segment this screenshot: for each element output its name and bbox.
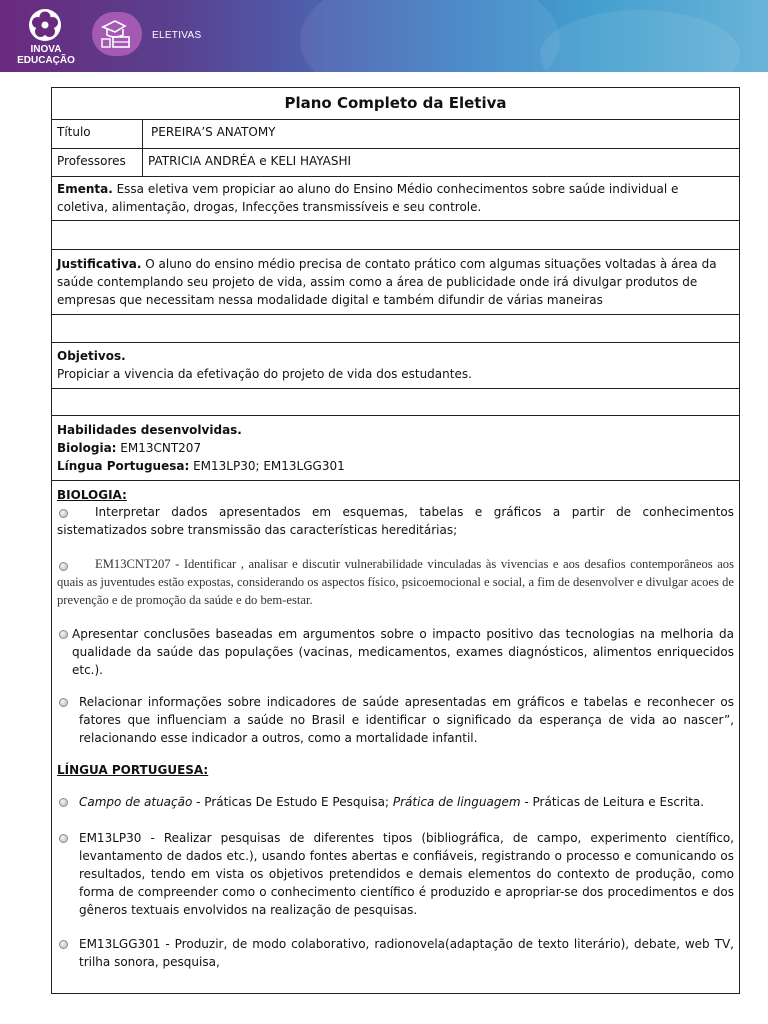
eletivas-logo xyxy=(92,12,142,56)
justificativa-paragraph xyxy=(57,255,733,309)
habilidades-row xyxy=(52,416,739,481)
lp-item-3: EM13LGG301 - Produzir, de modo colaborativo, radionovela(adaptação de texto literário), debate, web TV, trilha sonora, pesquisa, xyxy=(79,937,734,969)
lp-item-1: Campo de atuação - Práticas De Estudo E Pesquisa; Prática de linguagem - Práticas de Leitura e Escrita. xyxy=(79,795,705,809)
habilidades-label: Habilidades desenvolvidas. xyxy=(57,423,242,437)
justificativa-text: O aluno do ensino médio precisa de contato prático com algumas situações voltadas à área da saúde contemplando seu projeto de vida, assim como a área de publicidade onde irá divulgar produtos de empresas que necessitam nessa modalidade digital e também difundir de várias maneiras xyxy=(57,257,717,307)
biologia-heading: BIOLOGIA: xyxy=(57,488,127,502)
titulo-row xyxy=(52,120,739,149)
plan-document xyxy=(51,87,740,994)
banner-texture xyxy=(540,10,740,72)
ementa-row xyxy=(52,177,739,221)
justificativa-row xyxy=(52,250,739,315)
bullet-icon xyxy=(59,834,68,843)
lp-heading: LÍNGUA PORTUGUESA: xyxy=(57,763,209,777)
bio-item-1: Interpretar dados apresentados em esquemas, tabelas e gráficos a partir de conhecimentos sistematizados sobre transmissão das características hereditárias; xyxy=(57,505,734,537)
hab-lp-label: Língua Portuguesa: xyxy=(57,459,190,473)
inova-educacao-logo xyxy=(12,6,80,66)
professores-label: Professores xyxy=(52,149,143,176)
hab-bio-label: Biologia: xyxy=(57,441,117,455)
objetivos-label: Objetivos. xyxy=(57,349,126,363)
ementa-paragraph xyxy=(57,180,733,216)
logo-text-inova: INOVA xyxy=(30,44,62,55)
empty-row xyxy=(52,389,739,416)
empty-row xyxy=(52,221,739,250)
header-banner xyxy=(0,0,768,72)
ementa-text: Essa eletiva vem propiciar ao aluno do Ensino Médio conhecimentos sobre saúde individual e coletiva, alimentação, drogas, Infecções transmissíveis e seu controle. xyxy=(57,182,679,214)
bullet-icon xyxy=(59,798,68,807)
habilidades-block xyxy=(57,421,733,475)
bio-item-2: EM13CNT207 - Identificar , analisar e discutir vulnerabilidade vinculadas às vivencias e aos desafios contemporâneos aos quais as juventudes estão expostas, considerando os aspectos físico, psicoemocional e social, a fim de desenvolver e divulgar acoes de prevenção e de promoção da saúde e do bem-estar. xyxy=(57,557,734,607)
flower-icon xyxy=(28,8,62,42)
hab-bio-value: EM13CNT207 xyxy=(116,441,202,455)
logo-text-educacao: EDUCAÇÃO xyxy=(17,55,75,66)
objetivos-block xyxy=(57,347,733,383)
hab-lp-value: EM13LP30; EM13LGG301 xyxy=(189,459,345,473)
doc-title: Plano Completo da Eletiva xyxy=(284,94,507,112)
bio-item-3: Apresentar conclusões baseadas em argumentos sobre o impacto positivo das tecnologias na melhoria da qualidade da saúde das populações (vacinas, medicamentos, exames diagnósticos, alimentos enriquecidos etc.). xyxy=(72,627,734,677)
bio-item-4: Relacionar informações sobre indicadores de saúde apresentadas em gráficos e tabelas e reconhecer os fatores que influenciam a saúde no Brasil e identificar o significado da esperança de vida ao nascer”, relacionando esse indicador a outros, como a mortalidade infantil. xyxy=(79,695,734,745)
eletivas-icon xyxy=(99,17,135,51)
titulo-label: Título xyxy=(52,120,143,148)
objetivos-text: Propiciar a vivencia da efetivação do projeto de vida dos estudantes. xyxy=(57,367,472,381)
empty-row xyxy=(52,315,739,343)
bullet-icon xyxy=(59,630,68,639)
ementa-label: Ementa. xyxy=(57,182,113,196)
professores-value: PATRICIA ANDRÉA e KELI HAYASHI xyxy=(148,154,352,168)
lp-item-2: EM13LP30 - Realizar pesquisas de diferentes tipos (bibliográfica, de campo, experimento científico, levantamento de dados etc.), usando fontes abertas e confiáveis, registrando o processo e comunicando os resultados, tendo em vista os objetivos pretendidos e demais elementos do contexto de produção, como forma de compreender como o conhecimento científico é produzido e apropriar-se dos procedimentos e dos gêneros textuais envolvidos na realização de pesquisas. xyxy=(79,831,734,917)
doc-title-row xyxy=(52,88,739,120)
bullet-icon xyxy=(59,698,68,707)
banner-texture xyxy=(300,0,560,72)
bullet-icon xyxy=(59,940,68,949)
titulo-value: PEREIRA’S ANATOMY xyxy=(151,125,276,139)
professores-row xyxy=(52,149,739,177)
justificativa-label: Justificativa. xyxy=(57,257,142,271)
objetivos-row xyxy=(52,343,739,389)
eletivas-label: ELETIVAS xyxy=(152,30,202,41)
